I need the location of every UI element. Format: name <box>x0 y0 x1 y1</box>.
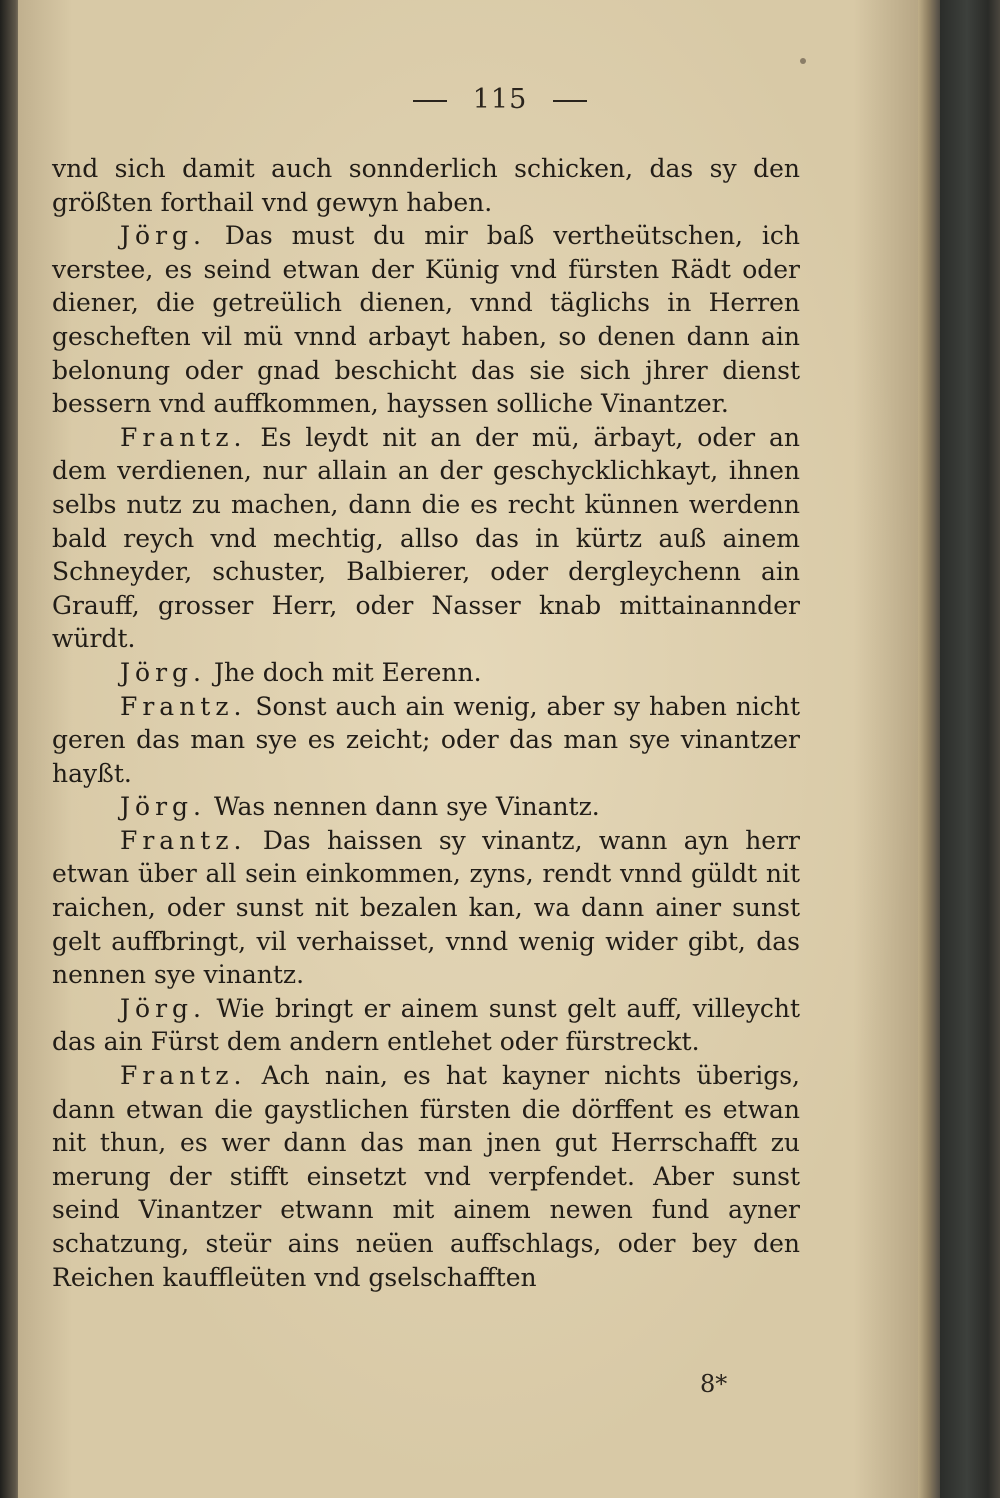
dialogue-paragraph <box>52 992 800 1059</box>
paragraph-text: vnd sich damit auch sonnderlich schicken, das sy den größten forthail vnd gewyn haben. <box>52 154 800 217</box>
speaker-name: Frantz. <box>120 691 247 721</box>
speaker-name: Jörg. <box>120 657 206 687</box>
book-cover-edge <box>940 0 1000 1498</box>
dialogue-paragraph <box>52 824 800 992</box>
speaker-name: Frantz. <box>120 825 247 855</box>
dialogue-paragraph <box>52 690 800 791</box>
ink-spot <box>800 58 806 64</box>
speaker-name: Frantz. <box>120 1061 247 1091</box>
speaker-name: Jörg. <box>120 221 206 251</box>
dialogue-paragraph <box>52 656 800 690</box>
header-dash-right <box>553 100 587 102</box>
dialogue-paragraph <box>52 790 800 824</box>
paragraph-text: Was nennen dann sye Vinantz. <box>213 792 600 822</box>
paragraph-text: Jhe doch mit Eerenn. <box>213 657 482 687</box>
dialogue-paragraph <box>52 219 800 421</box>
paragraph <box>52 152 800 219</box>
paragraph-text: Das must du mir baß vertheütschen, ich verstee, es seind etwan der Künig vnd fürsten Rädt oder diener, die getreülich dienen, vnnd täglichs in Herren gescheften vil mü vnnd arbayt haben, so denen dann ain belonung oder gnad beschicht das sie sich jhrer dienst bessern vnd auffkommen, hayssen solliche Vinantzer. <box>52 221 801 419</box>
paragraph-text: Sonst auch ain wenig, aber sy haben nicht geren das man sye es zeicht; oder das man sye vinantzer hayßt. <box>52 691 801 788</box>
body-text <box>52 152 800 1294</box>
speaker-name: Jörg. <box>120 792 206 822</box>
paragraph-text: Wie bringt er ainem sunst gelt auff, villeycht das ain Fürst dem andern entlehet oder fürstreckt. <box>52 993 800 1057</box>
page-header <box>0 84 1000 124</box>
dialogue-paragraph <box>52 421 800 656</box>
speaker-name: Frantz. <box>120 422 247 452</box>
header-dash-left <box>413 100 447 102</box>
printer-signature: 8* <box>700 1370 728 1398</box>
paragraph-text: Ach nain, es hat kayner nichts überigs, dann etwan die gaystlichen fürsten die dörffent es etwan nit thun, es wer dann das man jnen gut Herrschafft zu merung der stifft einsetzt vnd verpfendet. Aber sunst seind Vinantzer etwann mit ainem newen fund ayner schatzung, steür ains neüen auffschlags, oder bey den Reichen kauffleüten vnd gselschafften <box>52 1061 800 1292</box>
dialogue-paragraph <box>52 1059 800 1294</box>
speaker-name: Jörg. <box>120 993 206 1023</box>
paragraph-text: Das haissen sy vinantz, wann ayn herr etwan über all sein einkommen, zyns, rendt vnnd güldt nit raichen, oder sunst nit bezalen kan, wa dann ainer sunst gelt auffbringt, vil verhaisset, vnnd wenig wider gibt, das nennen sye vinantz. <box>52 825 801 990</box>
paragraph-text: Es leydt nit an der mü, ärbayt, oder an dem verdienen, nur allain an der geschycklichkayt, ihnen selbs nutz zu machen, dann die es recht künnen werdenn bald reych vnd mechtig, allso das in kürtz auß ainem Schneyder, schuster, Balbierer, oder dergleychenn ain Grauff, grosser Herr, oder Nasser knab mittainannder würdt. <box>52 422 800 654</box>
page-number: 115 <box>472 84 528 115</box>
